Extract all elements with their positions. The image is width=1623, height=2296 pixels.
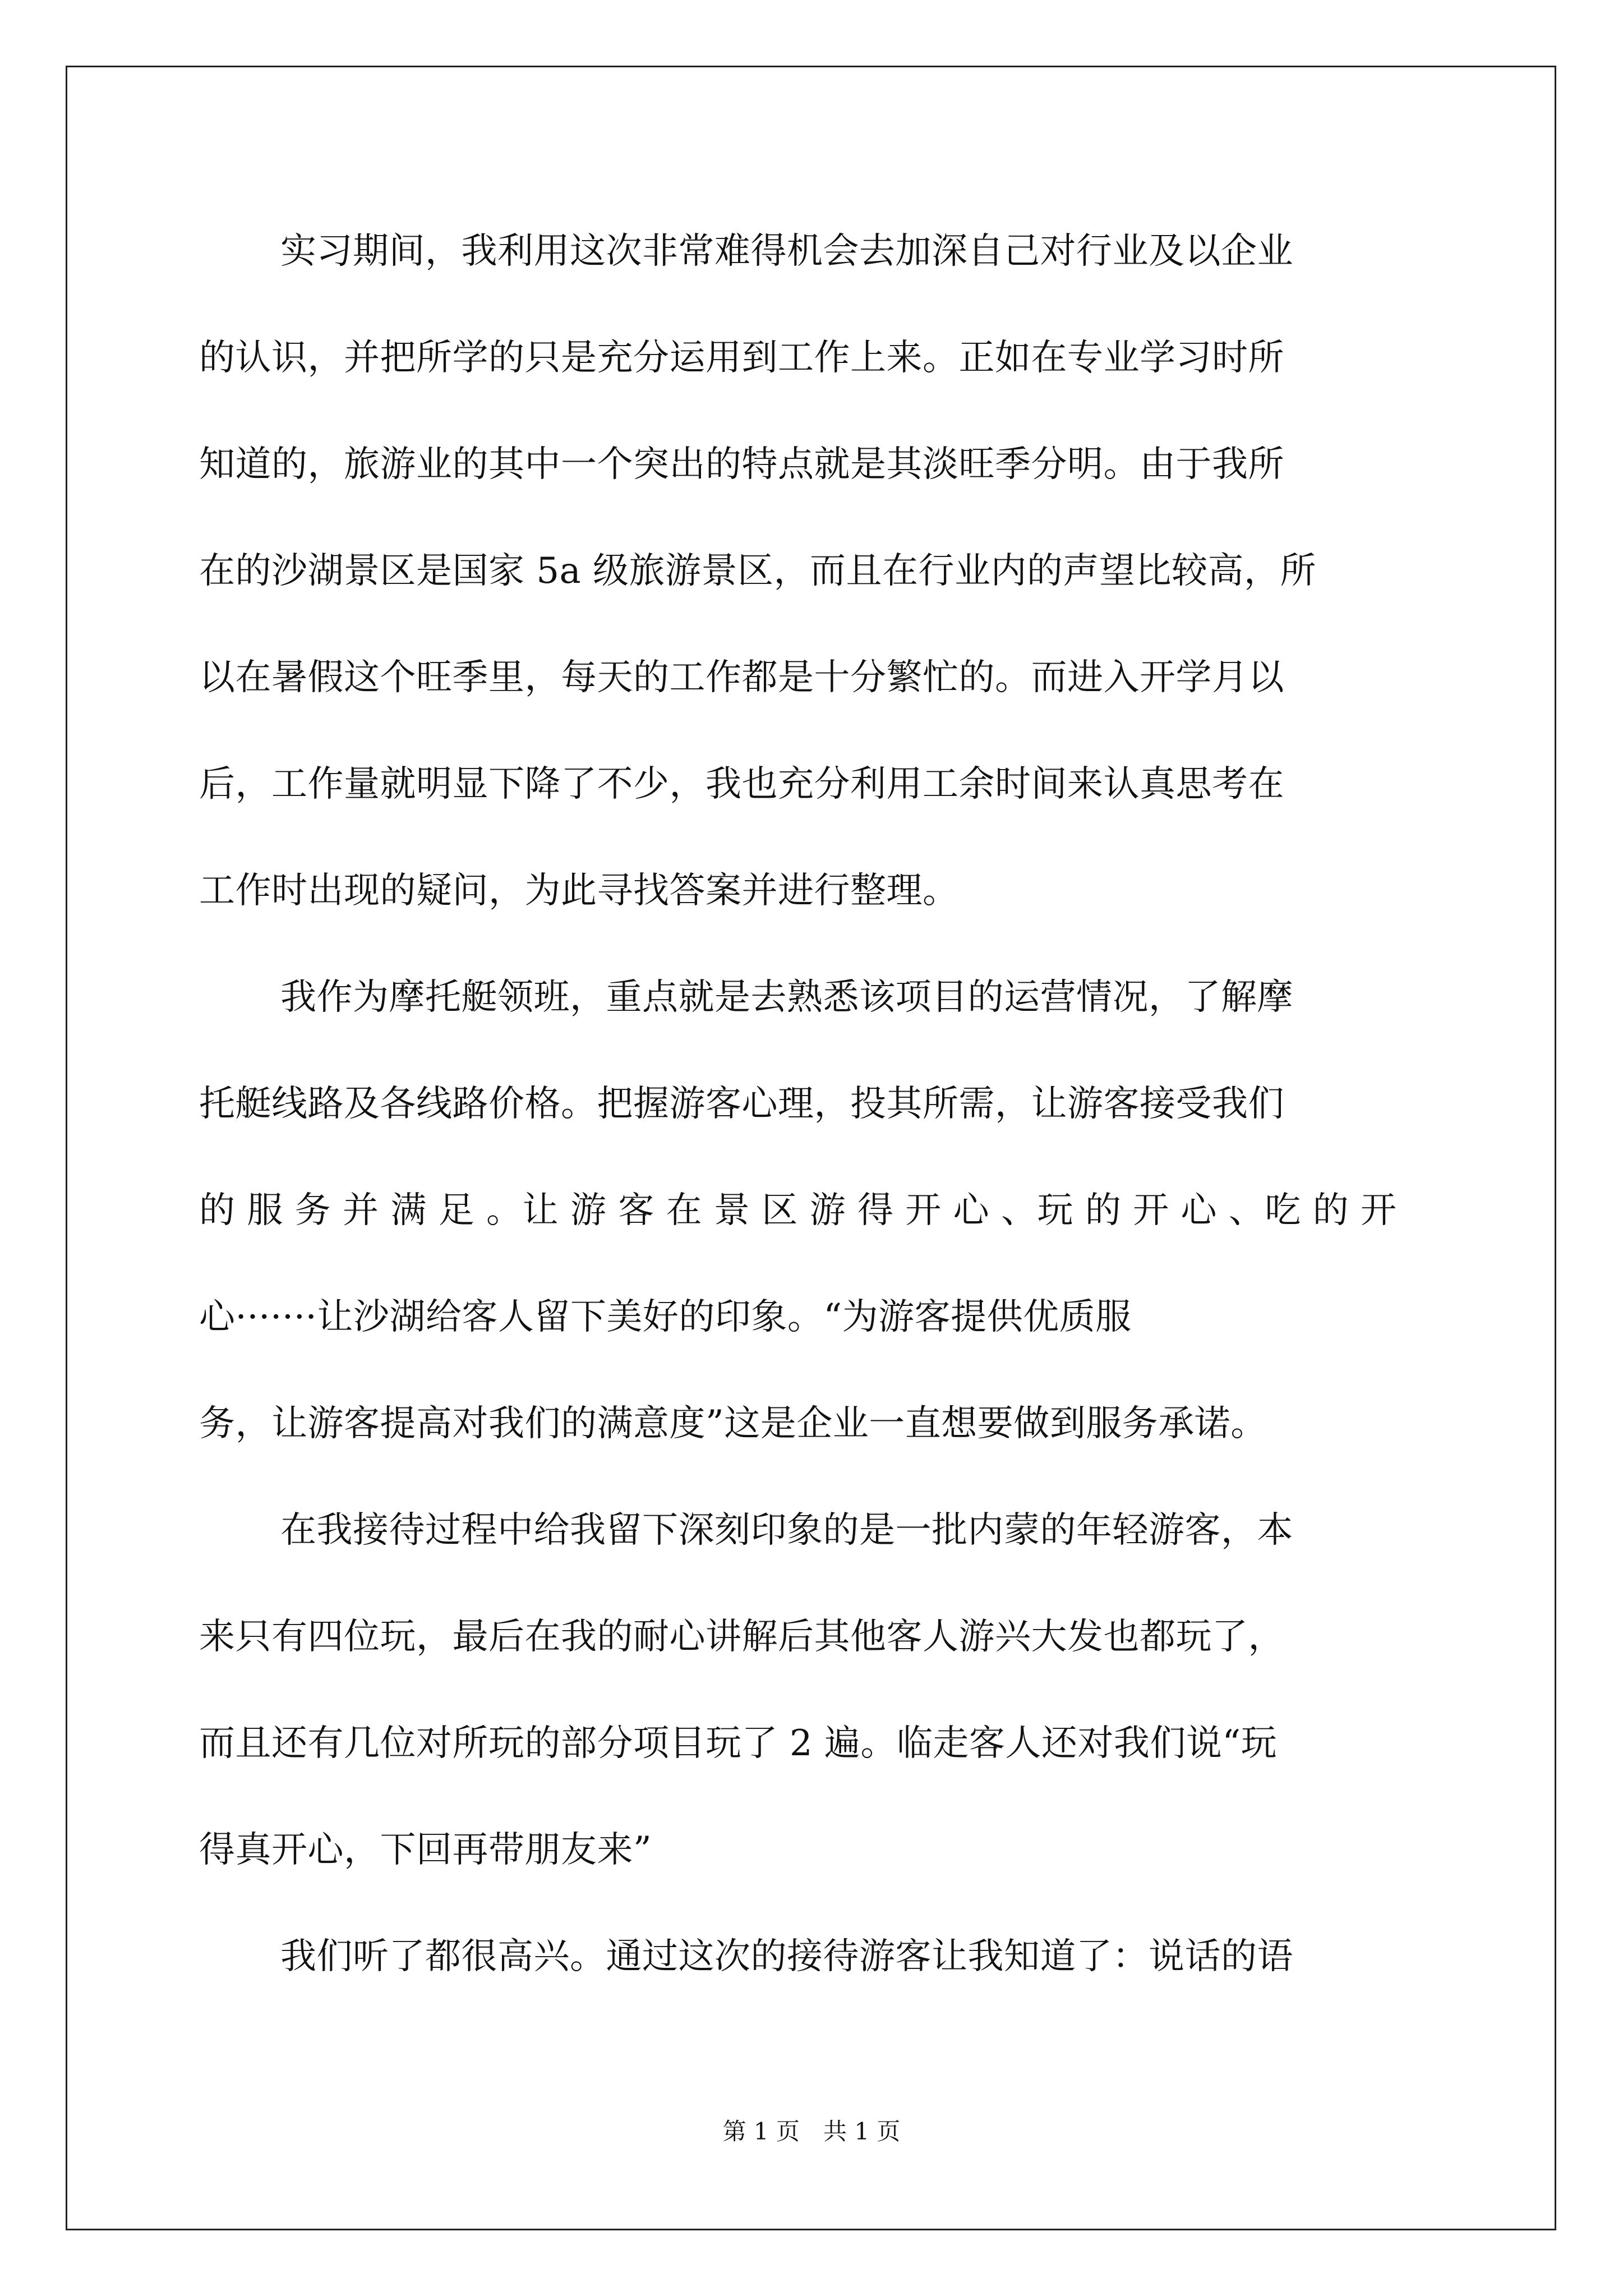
text-line: 得真开心，下回再带朋友来”	[199, 1829, 652, 1871]
text-line: 在的沙湖景区是国家 5a 级旅游景区，而且在行业内的声望比较高，所	[199, 550, 1317, 592]
page-border	[66, 66, 1556, 2230]
text-line: 务，让游客提高对我们的满意度”这是企业一直想要做到服务承诺。	[199, 1403, 1267, 1444]
text-line: 心·······让沙湖给客人留下美好的印象。“为游客提供优质服	[199, 1296, 1132, 1338]
page-footer: 第 1 页 共 1 页	[722, 2118, 901, 2145]
text-line: 实习期间，我利用这次非常难得机会去加深自己对行业及以企业	[280, 231, 1293, 272]
text-line: 工作时出现的疑问，为此寻找答案并进行整理。	[199, 870, 959, 912]
text-line: 的 服 务 并 满 足 。让 游 客 在 景 区 游 得 开 心 、玩 的 开 心 、吃 的 开	[199, 1190, 1397, 1231]
text-line: 知道的，旅游业的其中一个突出的特点就是其淡旺季分明。由于我所	[199, 444, 1284, 485]
text-line: 而且还有几位对所玩的部分项目玩了 2 遍。临走客人还对我们说“玩	[199, 1723, 1278, 1764]
text-line: 来只有四位玩，最后在我的耐心讲解后其他客人游兴大发也都玩了，	[199, 1616, 1284, 1658]
text-line: 托艇线路及各线路价格。把握游客心理，投其所需，让游客接受我们	[199, 1083, 1284, 1125]
text-line: 在我接待过程中给我留下深刻印象的是一批内蒙的年轻游客，本	[280, 1510, 1293, 1551]
text-line: 以在暑假这个旺季里，每天的工作都是十分繁忙的。而进入开学月以	[199, 657, 1284, 698]
text-line: 我们听了都很高兴。通过这次的接待游客让我知道了：说话的语	[280, 1936, 1293, 1977]
text-line: 后，工作量就明显下降了不少，我也充分利用工余时间来认真思考在	[199, 763, 1284, 805]
text-line: 我作为摩托艇领班，重点就是去熟悉该项目的运营情况，了解摩	[280, 977, 1293, 1018]
text-line: 的认识，并把所学的只是充分运用到工作上来。正如在专业学习时所	[199, 337, 1284, 379]
